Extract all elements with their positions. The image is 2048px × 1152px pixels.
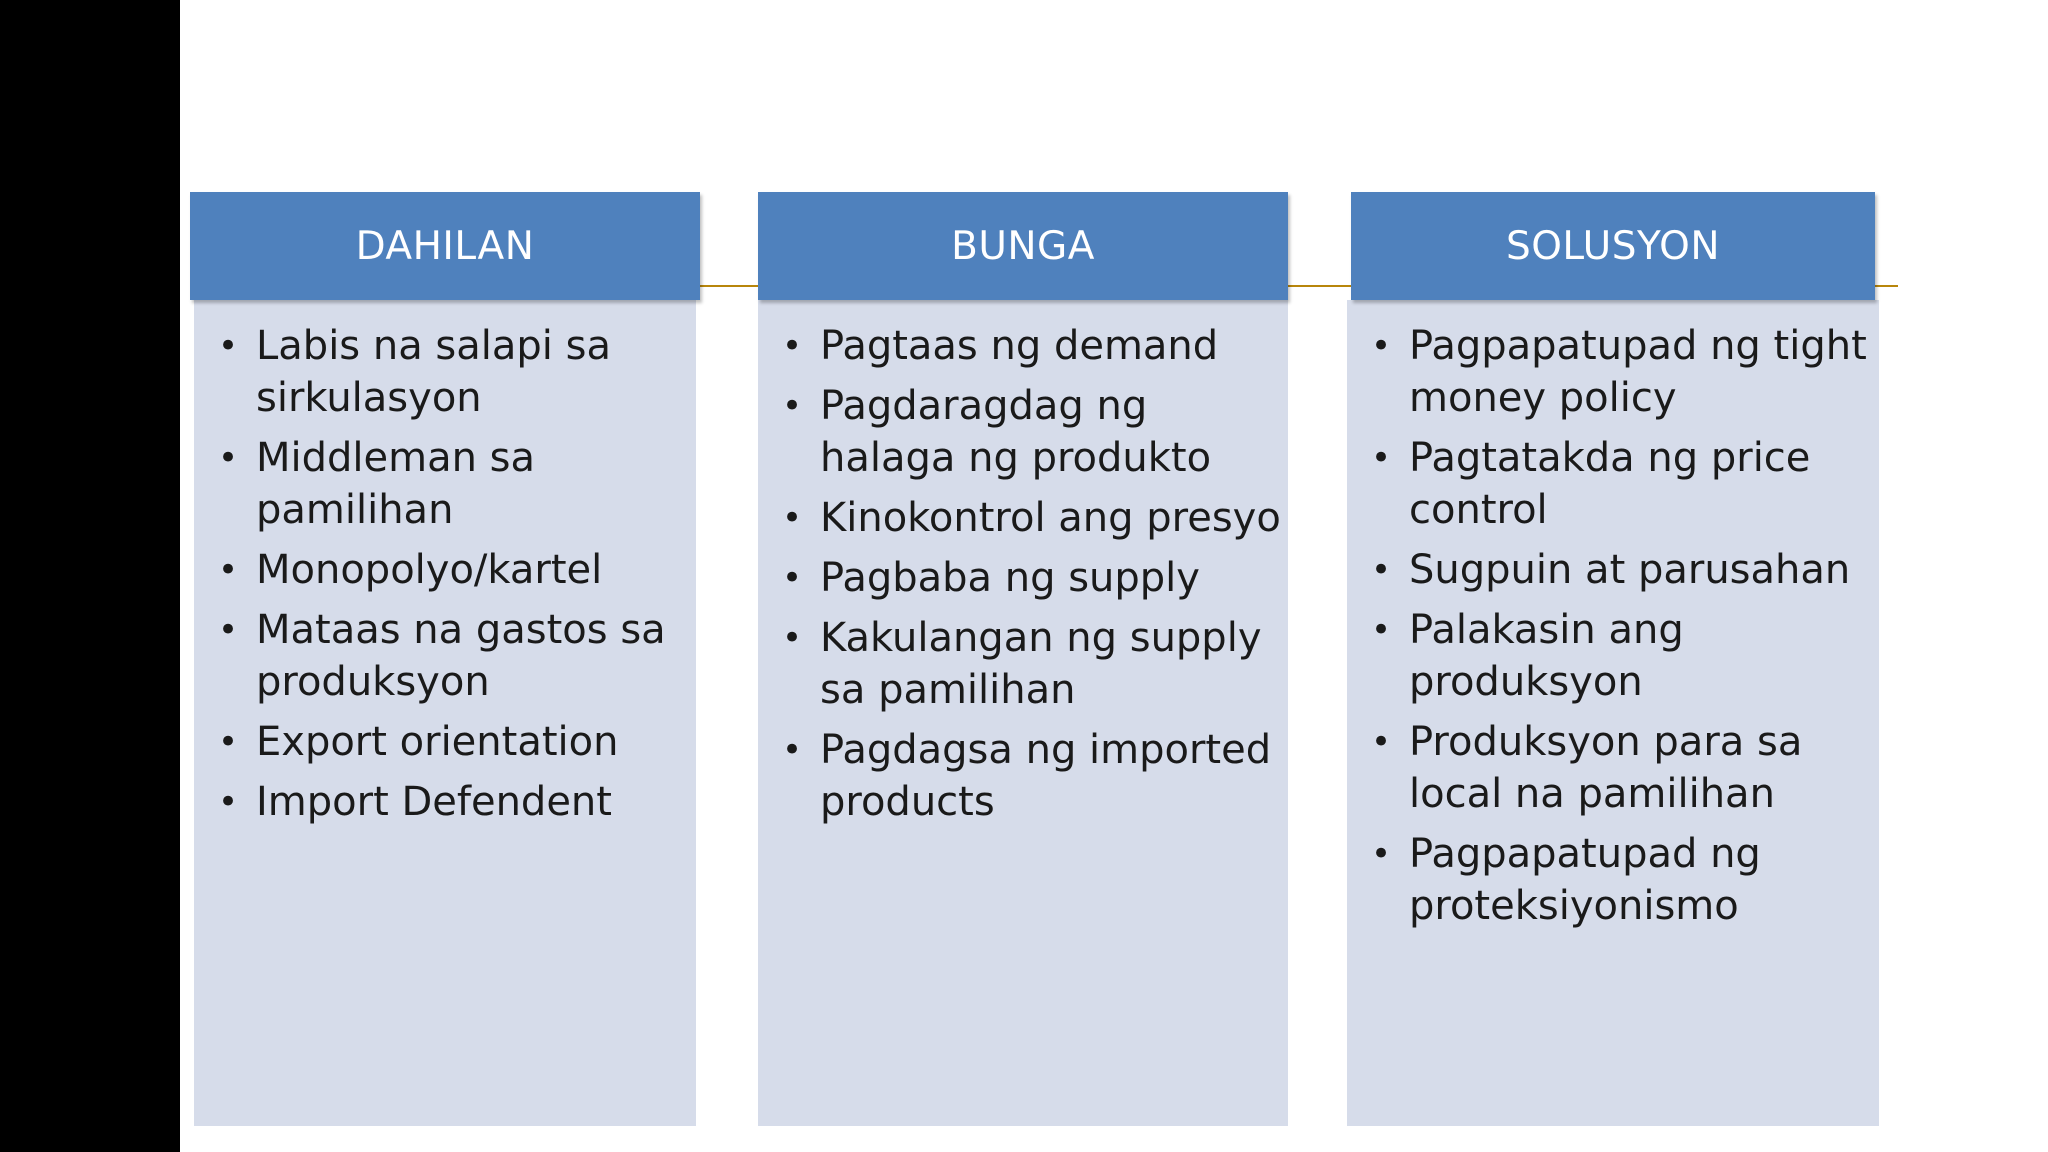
bullet-icon: • [1371,610,1392,650]
bullet-icon: • [1371,722,1392,762]
item-list-solusyon [1371,320,1871,940]
list-item: • Monopolyo/kartel [218,544,688,596]
list-item: • Export orientation [218,716,688,768]
list-item: • Kinokontrol ang presyo [782,492,1282,544]
bullet-icon: • [1371,834,1392,874]
bullet-icon: • [782,498,803,538]
bullet-icon: • [218,782,239,822]
bullet-icon: • [1371,438,1392,478]
bullet-icon: • [218,722,239,762]
bullet-icon: • [218,610,239,650]
list-item: • Pagpapatupad ng tight money policy [1371,320,1871,424]
column-header-label: DAHILAN [355,223,535,269]
column-header-bunga [758,192,1288,300]
list-item: • Sugpuin at parusahan [1371,544,1871,596]
list-item: • Pagtatakda ng price control [1371,432,1871,536]
list-item: • Pagbaba ng supply [782,552,1282,604]
bullet-icon: • [782,730,803,770]
column-header-label: SOLUSYON [1505,223,1721,269]
item-list-dahilan [218,320,688,836]
list-item: • Labis na salapi sa sirkulasyon [218,320,688,424]
list-item: • Palakasin ang produksyon [1371,604,1871,708]
column-header-solusyon [1351,192,1875,300]
bullet-icon: • [782,386,803,426]
bullet-icon: • [1371,326,1392,366]
list-item: • Pagdagsa ng imported products [782,724,1282,828]
bullet-icon: • [218,326,239,366]
item-list-bunga [782,320,1282,836]
list-item: • Produksyon para sa local na pamilihan [1371,716,1871,820]
bullet-icon: • [218,550,239,590]
list-item: • Kakulangan ng supply sa pamilihan [782,612,1282,716]
list-item: • Pagtaas ng demand [782,320,1282,372]
bullet-icon: • [782,558,803,598]
bullet-icon: • [782,618,803,658]
list-item: • Import Defendent [218,776,688,828]
bullet-icon: • [1371,550,1392,590]
list-item: • Pagpapatupad ng proteksiyonismo [1371,828,1871,932]
list-item: • Mataas na gastos sa produksyon [218,604,688,708]
list-item: • Middleman sa pamilihan [218,432,688,536]
column-header-label: BUNGA [951,223,1095,269]
bullet-icon: • [782,326,803,366]
bullet-icon: • [218,438,239,478]
column-header-dahilan [190,192,700,300]
list-item: • Pagdaragdag ng halaga ng produkto [782,380,1282,484]
